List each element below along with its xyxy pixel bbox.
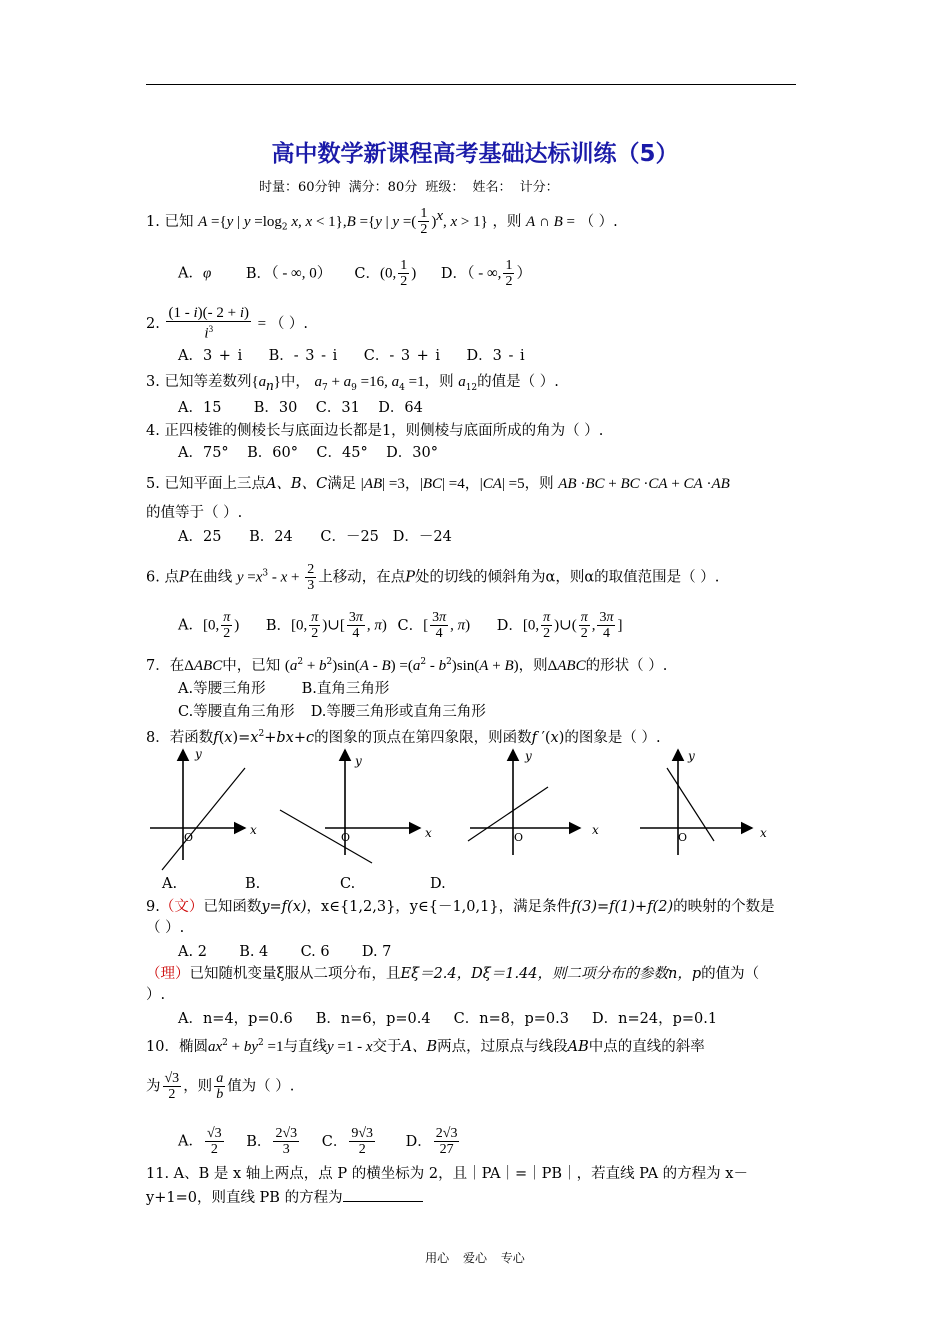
q9-options: A. 2 B. 4 C. 6 D. 7 <box>178 944 392 960</box>
graph-c-origin: O <box>514 831 524 844</box>
graph-b-origin: O <box>341 831 351 844</box>
graph-b-y-label: y <box>355 754 362 768</box>
q8-label-b: B. <box>245 876 261 892</box>
question-5-line2: 的值等于（ ）. <box>146 505 243 521</box>
graph-a <box>150 747 257 870</box>
graph-a-x-label: x <box>250 823 257 837</box>
graph-d <box>640 749 767 855</box>
question-2: 2. $\frac{(1 - i)(- 2 + i)}{i^3}$ = （ ）. <box>146 305 309 342</box>
question-5: 5. 已知平面上三点A、B、C满足 |AB| =3，|BC| =4，|CA| =5，则 AB ·BC + BC ·CA + CA ·AB <box>146 476 730 492</box>
question-9-line2: （ ）. <box>146 920 185 936</box>
q8-label-c: C. <box>340 876 356 892</box>
question-11: 11. A、B 是 x 轴上两点，点 P 的横坐标为 2，且｜PA｜=｜PB｜，若直线 PA 的方程为 x－ <box>146 1166 748 1182</box>
page-subtitle: 时量：60分钟 满分：80分 班级： 姓名： 计分： <box>259 180 559 195</box>
q5-options: A．25 B．24 C．－25 D．－24 <box>178 529 452 545</box>
graph-d-y-label: y <box>688 749 695 763</box>
question-6: 6. 点P在曲线 $y =x^3 - x$ + $\frac{2}{3}$ 上移动，在点P处的切线的倾斜角为α，则α的取值范围是（ ）. <box>146 562 720 593</box>
graph-d-x-label: x <box>760 826 767 840</box>
question-3: 3. 已知等差数列$\{a_n\}$中， $a_7 + a_9 =16$, $a_4 =1$，则 $a_{12}$的值是（ ）. <box>146 374 559 394</box>
question-7: 7．在ΔABC中，已知 $(a^2 + b^2)\sin(A - B) =(a^2 - b^2)\sin(A + B)$，则ΔABC的形状（ ）. <box>146 657 668 674</box>
header-rule <box>146 84 796 85</box>
question-9-li-line2: ）. <box>146 987 166 1003</box>
graph-b <box>280 750 432 863</box>
q1-options: A．φ B．（ - ∞, 0） C．(0, $\frac{1}{2}$ ) D．（ - ∞, $\frac{1}{2}$ ） <box>178 258 532 289</box>
q8-label-a: A. <box>162 876 178 892</box>
q1-prefix: 1. 已知 <box>146 213 194 230</box>
question-8: 8．若函数$f(x)=x^2+bx+c$的图象的顶点在第四象限，则函数f ′(x)的图象是（ ）. <box>146 729 661 746</box>
q8-label-d: D. <box>430 876 446 892</box>
q3-options: A．15 B．30 C．31 D．64 <box>178 400 423 416</box>
answer-blank[interactable] <box>343 1187 423 1202</box>
graph-b-x-label: x <box>425 826 432 840</box>
q4-options: A．75° B．60° C．45° D．30° <box>178 445 438 461</box>
question-9: 9.（文）已知函数y=f(x)，x∈{1,2,3}，y∈{－1,0,1}，满足条件f(3)=f(1)+f(2)的映射的个数是 <box>146 899 775 915</box>
graph-a-y-label: y <box>195 747 202 761</box>
graph-d-origin: O <box>678 831 688 844</box>
q2-options: A．3 + i B．- 3 - i C．- 3 + i D．3 - i <box>178 348 525 364</box>
q7-options-row2: C.等腰直角三角形 D.等腰三角形或直角三角形 <box>178 704 486 720</box>
q9li-options: A．n=4，p=0.6 B．n=6，p=0.4 C．n=8，p=0.3 D．n=24，p=0.1 <box>178 1011 718 1027</box>
q10-options: A． $\frac{√3}{2}$ B． $\frac{2√3}{3}$ C． $\frac{9√3}{2}$ D． $\frac{2√3}{27}$ <box>178 1126 458 1157</box>
q8-graph-options <box>140 745 790 895</box>
q7-options-row1: A.等腰三角形 B.直角三角形 <box>178 681 390 697</box>
question-10: 10．椭圆$ax^2 + by^2 =1$与直线y =1 - x交于A、B两点，过原点与线段AB中点的直线的斜率 <box>146 1038 705 1055</box>
graph-c <box>468 749 599 855</box>
graph-c-x-label: x <box>592 823 599 837</box>
q6-options: A．[0, $\frac{\pi}{2}$ ) B．[0, $\frac{\pi}{2}$ )∪[ $\frac{3\pi}{4}$ , π) C．[ $\frac{3\pi}{4}$ , π) D．[0, $\frac{\pi}{2}$ )∪( $\frac{\pi}{2}$ , $\frac{3\pi}{4}$ ] <box>178 610 623 641</box>
question-1: 1. 已知 A ={y | $y =\log_2$ x, x < 1},B ={y | y =( $\frac{1}{2}$ )$^x$, x > 1} ，则 A ∩ B = （ ）. <box>146 206 618 238</box>
question-9-li: （理）已知随机变量ξ服从二项分布，且Eξ＝2.4，Dξ＝1.44，则二项分布的参数n，p的值为（ <box>146 966 760 982</box>
page-footer: 用心 爱心 专心 <box>425 1251 525 1265</box>
page-title: 高中数学新课程高考基础达标训练（5） <box>271 141 679 167</box>
question-4: 4. 正四棱锥的侧棱长与底面边长都是1，则侧棱与底面所成的角为（ ）. <box>146 423 604 439</box>
graph-a-origin: O <box>184 831 194 844</box>
graph-c-y-label: y <box>525 749 532 763</box>
question-11-line2: y+1=0，则直线 PB 的方程为 <box>146 1187 423 1208</box>
question-10-line2: 为 $\frac{√3}{2}$ ，则 $\frac{a}{b}$ 值为（ ）. <box>146 1071 295 1102</box>
